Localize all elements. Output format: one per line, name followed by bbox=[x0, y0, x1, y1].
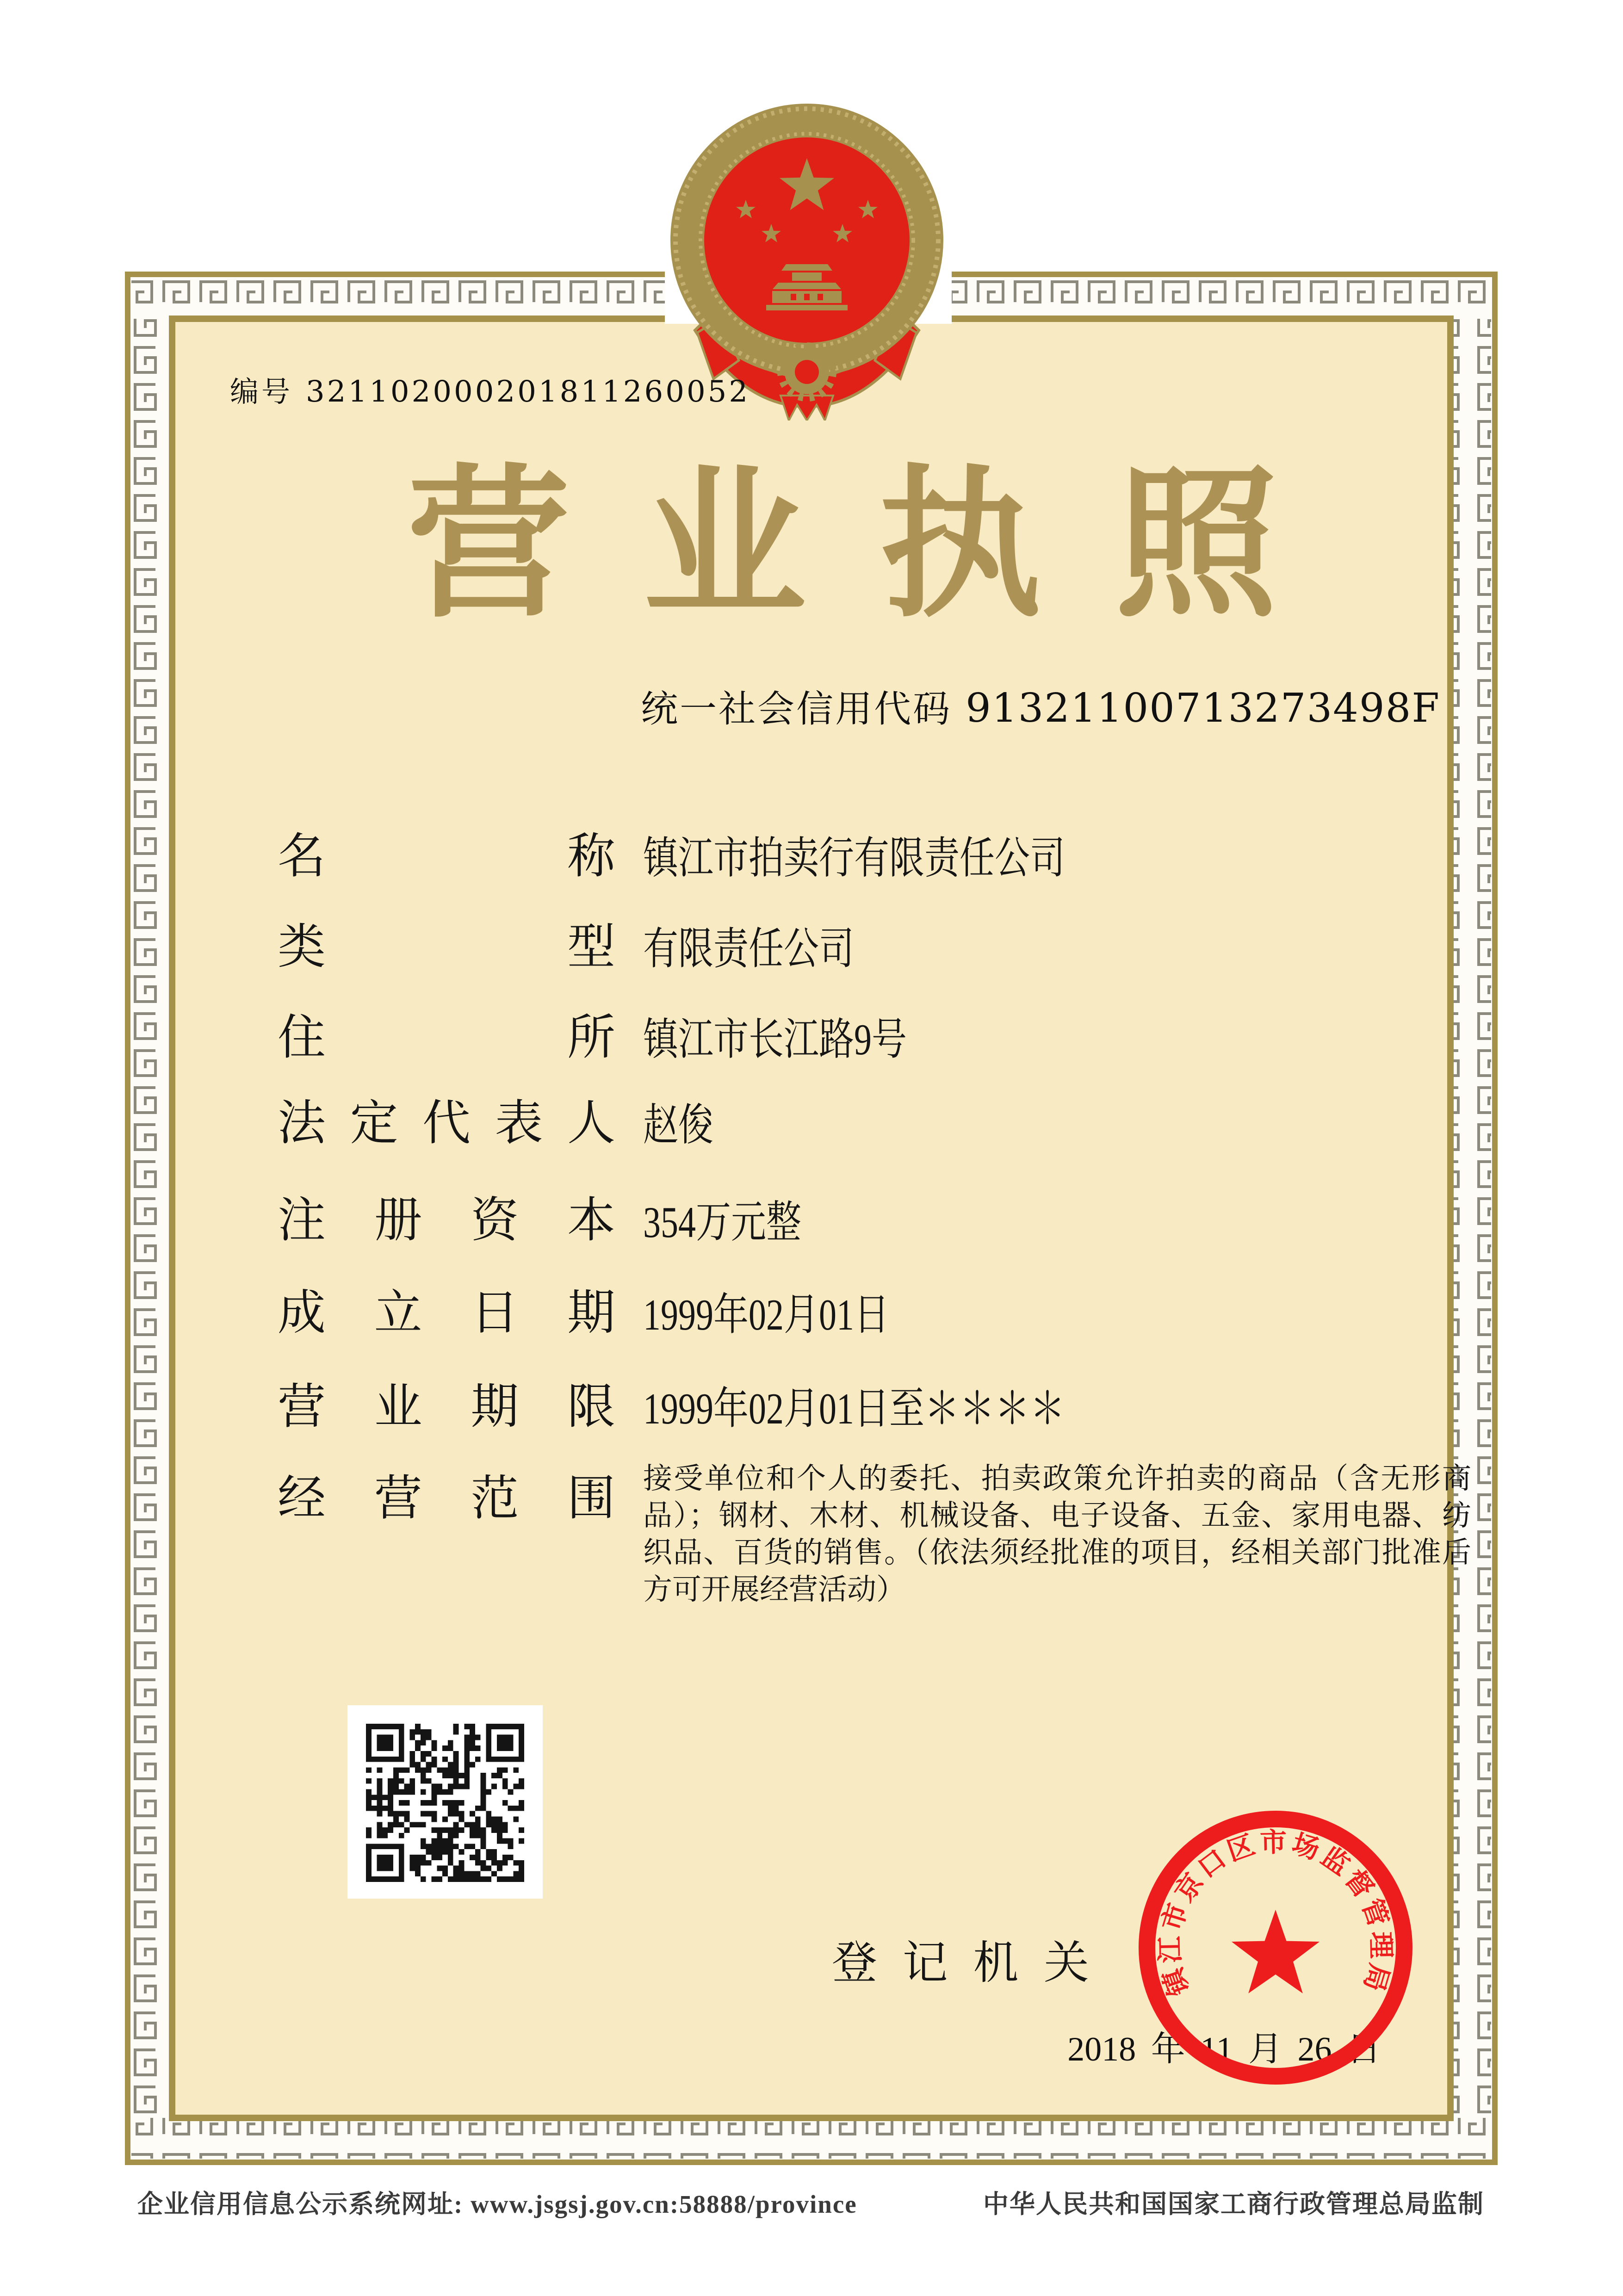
field-value: 354万元整 bbox=[643, 1198, 802, 1247]
serial-number: 321102000201811260052 bbox=[306, 375, 750, 409]
field-value: 赵俊 bbox=[643, 1101, 714, 1150]
registrar-label: 登 记 机 关 bbox=[832, 1938, 1089, 1988]
serial-label: 编号 bbox=[230, 377, 293, 408]
credit-code-label: 统一社会信用代码 bbox=[641, 689, 952, 730]
fret-border-left bbox=[131, 319, 172, 2118]
credit-code-line bbox=[641, 679, 1440, 732]
qr-code bbox=[366, 1724, 524, 1882]
field-value: 镇江市拍卖行有限责任公司 bbox=[643, 834, 1065, 883]
field-label: 经 营 范 围 bbox=[278, 1472, 615, 1525]
field-label: 营 业 期 限 bbox=[278, 1380, 615, 1434]
field-value: 接受单位和个人的委托、拍卖政策允许拍卖的商品（含无形商品）；钢材、木材、机械设备、电子设备、五金、家用电器、纺织品、百货的销售。（依法须经批准的项目，经相关部门批准后方可开展经营活动） bbox=[643, 1462, 1471, 1606]
fret-border-right bbox=[1450, 319, 1491, 2118]
qr-code-box bbox=[347, 1705, 543, 1899]
issue-date: 2018 年 11 月 26 日 bbox=[1067, 2030, 1381, 2068]
fret-border-bottom bbox=[131, 2118, 1491, 2159]
field-label: 类 型 bbox=[278, 921, 615, 974]
field-label: 注 册 资 本 bbox=[278, 1194, 615, 1247]
field-value: 镇江市长江路9号 bbox=[643, 1015, 907, 1064]
field-value: 有限责任公司 bbox=[643, 924, 855, 973]
field-value: 1999年02月01日 bbox=[643, 1290, 890, 1339]
seal-text: 镇江市京口区市场监督管理局 bbox=[1155, 1827, 1396, 2000]
official-seal bbox=[1131, 1803, 1420, 2092]
field-label: 法 定 代 表 人 bbox=[278, 1097, 615, 1150]
field-label: 成 立 日 期 bbox=[278, 1287, 615, 1340]
field-label: 住 所 bbox=[278, 1011, 615, 1064]
footer-supervising-authority: 中华人民共和国国家工商行政管理总局监制 bbox=[983, 2190, 1484, 2218]
serial-line bbox=[230, 369, 750, 410]
footer-public-system-url: 企业信用信息公示系统网址: www.jsgsj.gov.cn:58888/province bbox=[137, 2190, 857, 2218]
field-label: 名 称 bbox=[278, 830, 615, 883]
page-title: 营业执照 bbox=[407, 456, 1351, 637]
field-value: 1999年02月01日至＊＊＊＊ bbox=[643, 1384, 1065, 1433]
credit-code-value: 91321100713273498F bbox=[966, 685, 1440, 731]
